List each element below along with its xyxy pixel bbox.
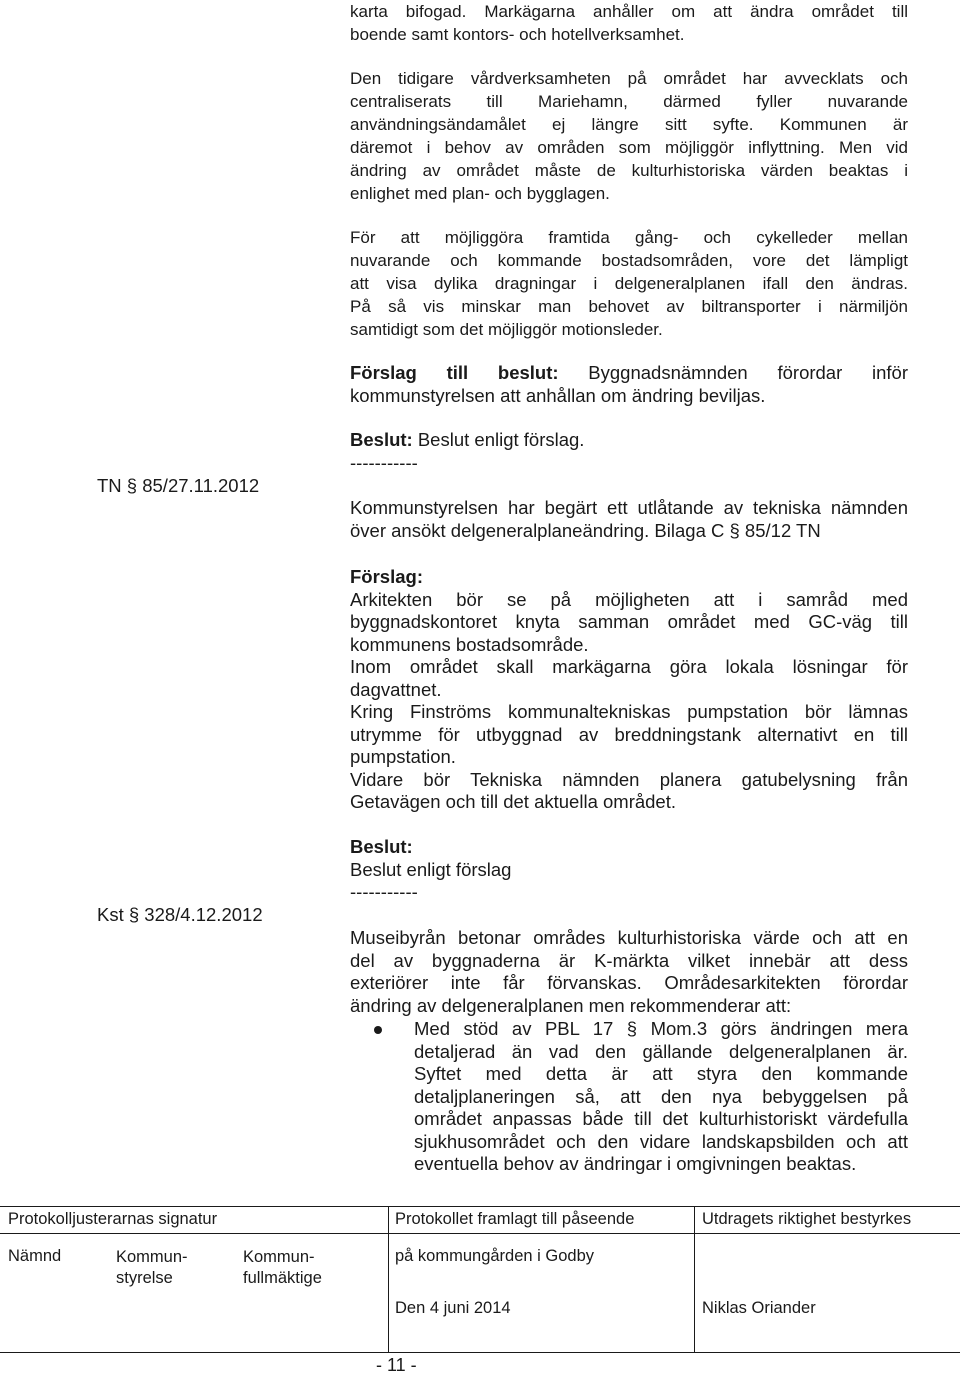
footer-kommunstyrelse-line: Kommun-: [116, 1248, 188, 1266]
text-line: sjukhusområdet och den vidare landskapsbilden och att: [414, 1130, 908, 1152]
text-line: däremot i behov av områden som möjliggör inflyttning. Men vid: [350, 138, 908, 157]
text-line: eventuella behov av ändringar i omgivningen beaktas.: [414, 1153, 857, 1174]
proposal-label: Förslag:: [350, 566, 423, 587]
text-line: Med stöd av PBL 17 § Mom.3 görs ändringen mera: [414, 1018, 908, 1039]
paragraph-cykelleder: [350, 226, 908, 341]
text-line: Getavägen och till det aktuella området.: [350, 791, 676, 812]
footer-framlagt-header: Protokollet framlagt till påseende: [395, 1210, 635, 1228]
text-line: Vidare bör Tekniska nämnden planera gatubelysning från: [350, 768, 908, 790]
footer-top-rule: [0, 1206, 960, 1207]
footer-kommunfullmaktige-line: Kommun-: [243, 1248, 315, 1266]
text-line: centraliserats till Mariehamn, därmed fyller nuvarande: [350, 92, 908, 111]
proposal-1: [350, 362, 908, 407]
text-line: Den tidigare vårdverksamheten på området har avvecklats och: [350, 69, 908, 88]
decision-1: [350, 429, 908, 474]
separator-dashes: -----------: [350, 881, 418, 902]
text-line: pumpstation.: [350, 746, 456, 767]
separator-dashes: -----------: [350, 451, 418, 473]
paragraph-museibyran: [350, 927, 908, 1017]
text-line: dagvattnet.: [350, 678, 442, 700]
proposal-text: Byggnadsnämnden förordar inför: [588, 362, 908, 383]
bullet-icon: [374, 1026, 382, 1034]
text-line: Arkitekten bör se på möjligheten att i samråd med: [350, 588, 908, 610]
text-line: detaljplaneringen så, att den nya bebyggelsen på: [414, 1085, 908, 1107]
footer-divider: [694, 1206, 695, 1352]
decision-2: [350, 836, 908, 904]
text-line: [350, 362, 908, 385]
text-line: Inom området skall markägarna göra lokala lösningar för: [350, 656, 908, 677]
text-line: För att möjliggöra framtida gång- och cykelleder mellan: [350, 228, 908, 247]
footer-mid-rule: [0, 1233, 960, 1234]
text-line: Syftet med detta är att styra den kommande: [414, 1063, 908, 1084]
side-reference-kst: Kst § 328/4.12.2012: [97, 904, 263, 925]
text-line: detaljerad än vad den gällande delgeneralplanen är.: [414, 1040, 908, 1062]
text-line: nuvarande och kommande bostadsområden, vore det lämpligt: [350, 251, 908, 270]
text-line: Kommunstyrelsen har begärt ett utlåtande av tekniska nämnden: [350, 497, 908, 518]
footer-place: på kommungården i Godby: [395, 1247, 595, 1265]
proposal-2: [350, 566, 908, 814]
decision-text: Beslut enligt förslag: [350, 858, 512, 880]
decision-label: Beslut:: [350, 429, 413, 450]
footer-kommunstyrelse: [116, 1247, 188, 1289]
text-line: del av byggnaderna är K-märkta vilket innebär att dess: [350, 949, 908, 971]
page-number: - 11 -: [376, 1355, 417, 1375]
footer-date: Den 4 juni 2014: [395, 1299, 511, 1317]
text-line: Museibyrån betonar områdes kulturhistoriska värde och att en: [350, 927, 908, 948]
footer-namnd: Nämnd: [8, 1247, 62, 1265]
footer-utdrag-header: Utdragets riktighet bestyrkes: [702, 1210, 912, 1228]
footer-kommunstyrelse-line: styrelse: [116, 1269, 173, 1287]
paragraph-intro: [350, 0, 908, 46]
decision-text: Beslut enligt förslag.: [417, 429, 585, 450]
text-line: boende samt kontors- och hotellverksamhet.: [350, 25, 685, 44]
text-line: [350, 429, 908, 452]
footer-divider: [388, 1206, 389, 1352]
text-line: användningsändamålet ej längre sitt syfte. Kommunen är: [350, 115, 908, 134]
text-line: ändring av delgeneralplanen men rekommenderar att:: [350, 994, 792, 1016]
paragraph-kommunstyrelsen: [350, 497, 908, 542]
footer-kommunfullmaktige: [243, 1247, 322, 1289]
paragraph-vardverksamhet: [350, 67, 908, 205]
text-line: att visa dylika dragningar i delgeneralplanen ifall den ändras.: [350, 274, 908, 293]
text-line: området anpassas både till det kulturhistoriskt värdefulla: [414, 1108, 908, 1129]
footer-kommunfullmaktige-line: fullmäktige: [243, 1269, 322, 1287]
text-line: byggnadskontoret knyta samman området med GC-väg till: [350, 611, 908, 632]
text-line: Kring Finströms kommunaltekniskas pumpstation bör lämnas: [350, 701, 908, 722]
text-line: ändring av området måste de kulturhistoriska värden beaktas i: [350, 161, 908, 180]
text-line: över ansökt delgeneralplaneändring. Bilaga C § 85/12 TN: [350, 519, 821, 541]
footer-name: Niklas Oriander: [702, 1299, 816, 1317]
list-item: [350, 1018, 908, 1176]
text-line: kommunens bostadsområde.: [350, 633, 589, 655]
decision-label: Beslut:: [350, 836, 413, 857]
text-line: kommunstyrelsen att anhållan om ändring beviljas.: [350, 384, 766, 406]
text-line: utrymme för utbyggnad av breddningstank alternativt en till: [350, 723, 908, 745]
text-line: På så vis minskar man behovet av biltransporter i närmiljön: [350, 297, 908, 316]
recommendation-list: [350, 1018, 908, 1176]
proposal-label: Förslag till beslut:: [350, 362, 559, 383]
footer-bottom-rule: [0, 1352, 960, 1353]
footer-signature-header: Protokolljusterarnas signatur: [8, 1210, 218, 1228]
side-reference-tn: TN § 85/27.11.2012: [97, 475, 260, 496]
text-line: karta bifogad. Markägarna anhåller om att ändra området till: [350, 2, 908, 21]
text-line: samtidigt som det möjliggör motionsleder.: [350, 320, 663, 339]
text-line: exteriörer inte får förvanskas. Områdesarkitekten förordar: [350, 972, 908, 993]
text-line: enlighet med plan- och bygglagen.: [350, 184, 610, 203]
